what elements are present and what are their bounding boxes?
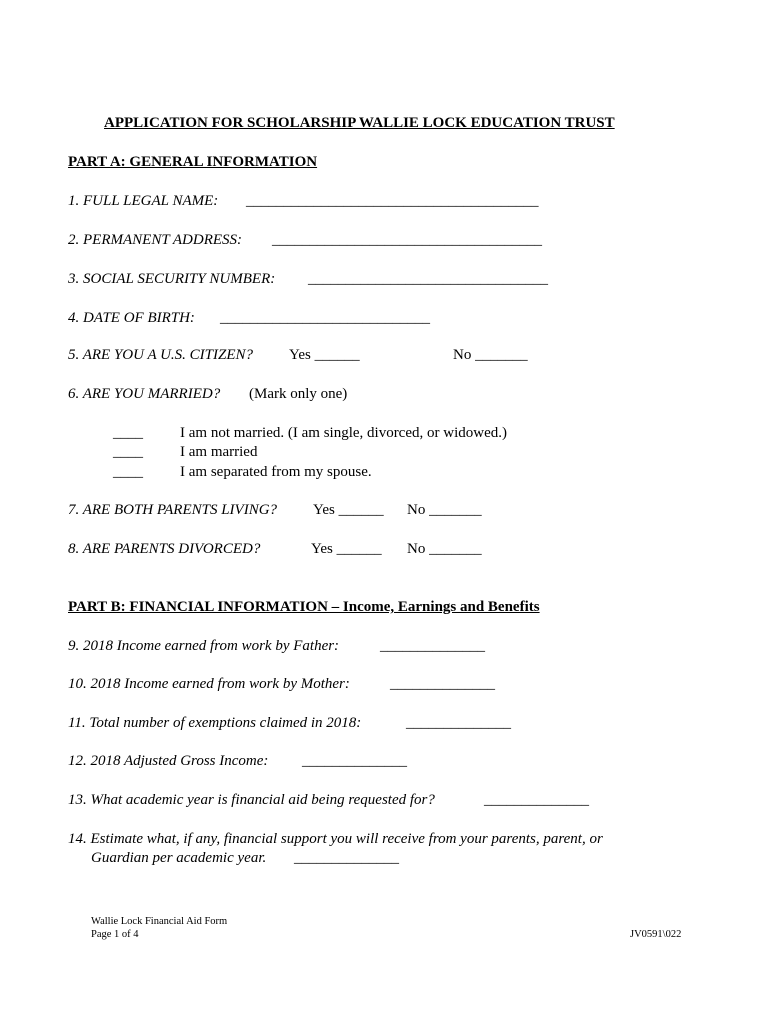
q8-label: 8. ARE PARENTS DIVORCED?: [68, 541, 261, 557]
q7-label: 7. ARE BOTH PARENTS LIVING?: [68, 502, 278, 518]
q12-blank[interactable]: ______________: [302, 753, 407, 769]
q6-option-blank[interactable]: ____: [113, 444, 143, 460]
q2-blank[interactable]: ____________________________________: [272, 232, 542, 248]
q6-option-text: I am married: [180, 444, 258, 460]
footer-form-name: Wallie Lock Financial Aid Form: [91, 916, 228, 927]
q8-yes[interactable]: Yes ______: [311, 541, 382, 557]
q13-label: 13. What academic year is financial aid being requested for?: [68, 792, 435, 808]
q6-option-blank[interactable]: ____: [113, 464, 143, 480]
q6-note: (Mark only one): [249, 386, 348, 402]
q10-label: 10. 2018 Income earned from work by Mother:: [68, 676, 350, 692]
q6-option-text: I am not married. (I am single, divorced, or widowed.): [180, 425, 507, 441]
q9-label: 9. 2018 Income earned from work by Father:: [68, 638, 340, 654]
q14-label-line1: 14. Estimate what, if any, financial support you will receive from your parents, parent, or: [68, 831, 603, 847]
q6-label: 6. ARE YOU MARRIED?: [68, 386, 221, 402]
q6-option-blank[interactable]: ____: [113, 425, 143, 441]
q12-label: 12. 2018 Adjusted Gross Income:: [68, 753, 269, 769]
q11-blank[interactable]: ______________: [406, 715, 511, 731]
q13-blank[interactable]: ______________: [484, 792, 589, 808]
footer-code: JV0591\022: [630, 929, 682, 940]
document-title: APPLICATION FOR SCHOLARSHIP WALLIE LOCK EDUCATION TRUST: [104, 115, 615, 131]
q3-label: 3. SOCIAL SECURITY NUMBER:: [68, 271, 276, 287]
q1-label: 1. FULL LEGAL NAME:: [68, 193, 219, 209]
footer-page-number: Page 1 of 4: [91, 929, 139, 940]
q14-label-line2: Guardian per academic year.: [91, 850, 267, 866]
q3-blank[interactable]: ________________________________: [308, 271, 548, 287]
q1-blank[interactable]: _______________________________________: [246, 193, 539, 209]
q5-yes[interactable]: Yes ______: [289, 347, 360, 363]
q4-blank[interactable]: ____________________________: [220, 310, 430, 326]
q7-yes[interactable]: Yes ______: [313, 502, 384, 518]
q5-no[interactable]: No _______: [453, 347, 528, 363]
q9-blank[interactable]: ______________: [380, 638, 485, 654]
q7-no[interactable]: No _______: [407, 502, 482, 518]
q4-label: 4. DATE OF BIRTH:: [68, 310, 195, 326]
q6-option-text: I am separated from my spouse.: [180, 464, 372, 480]
q8-no[interactable]: No _______: [407, 541, 482, 557]
q14-blank[interactable]: ______________: [294, 850, 399, 866]
part-b-heading: PART B: FINANCIAL INFORMATION – Income, Earnings and Benefits: [68, 599, 540, 615]
q2-label: 2. PERMANENT ADDRESS:: [68, 232, 243, 248]
part-a-heading: PART A: GENERAL INFORMATION: [68, 154, 318, 170]
q11-label: 11. Total number of exemptions claimed in 2018:: [68, 715, 362, 731]
q10-blank[interactable]: ______________: [390, 676, 495, 692]
q5-label: 5. ARE YOU A U.S. CITIZEN?: [68, 347, 254, 363]
